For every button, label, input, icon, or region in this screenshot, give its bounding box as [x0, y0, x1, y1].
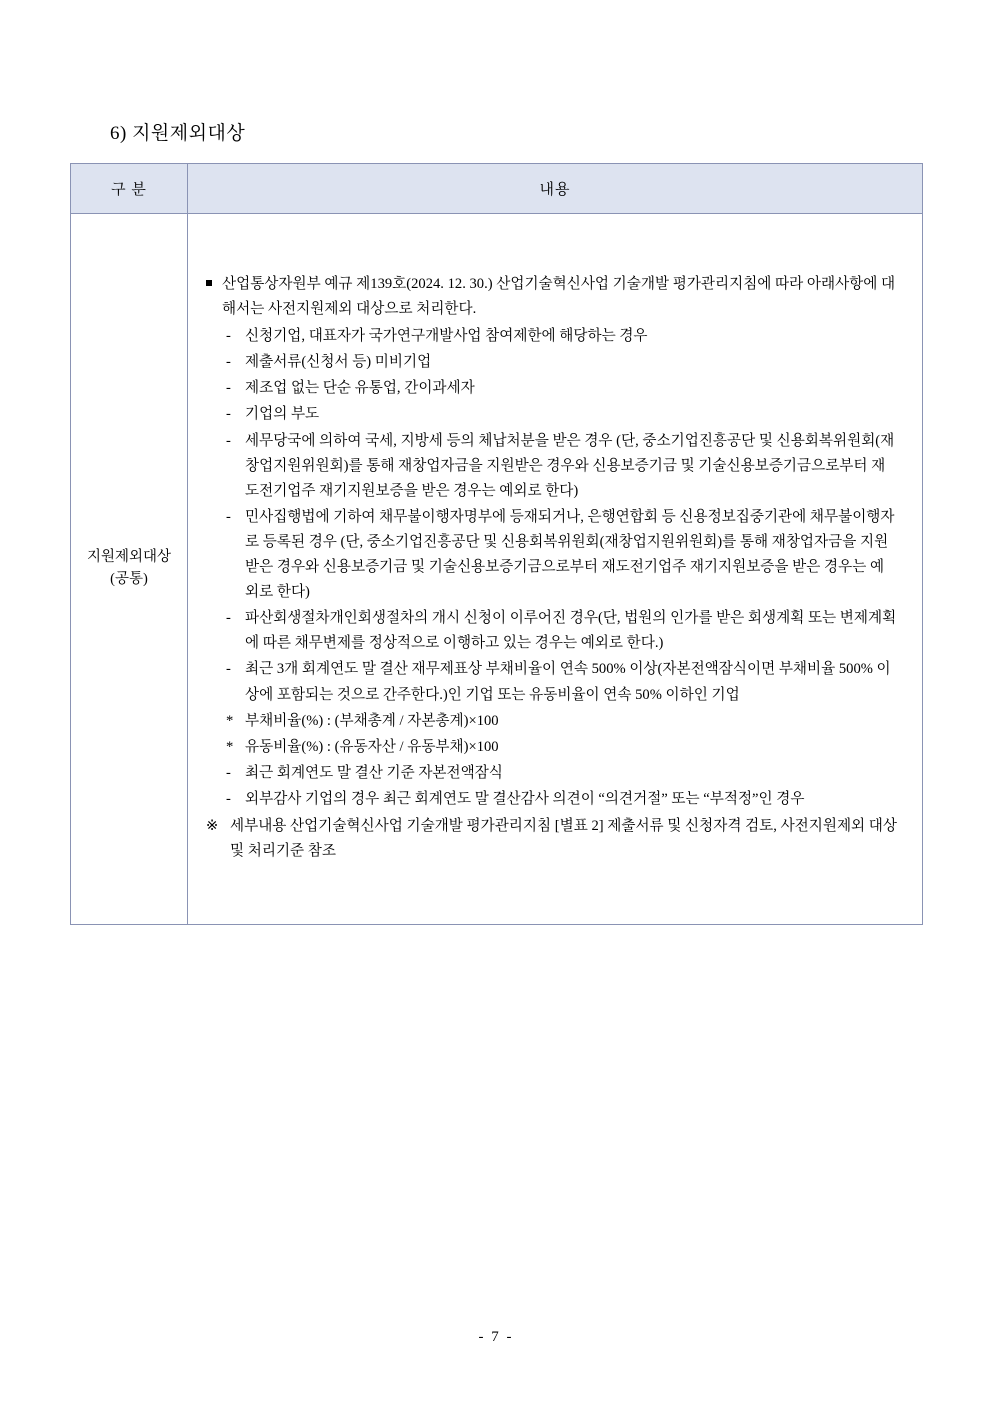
star-marker: * [226, 738, 234, 755]
list-item-text: 신청기업, 대표자가 국가연구개발사업 참여제한에 해당하는 경우 [245, 328, 648, 345]
intro-bullet [206, 272, 898, 322]
formula-line [206, 709, 898, 734]
square-bullet-icon [206, 280, 212, 286]
column-header-content: 내용 [188, 164, 923, 214]
reference-note [206, 814, 898, 864]
page-title: 6) 지원제외대상 [110, 123, 246, 144]
list-item [226, 324, 898, 349]
dash-marker: - [226, 661, 231, 678]
list-item [226, 376, 898, 401]
list-item-text: 최근 회계연도 말 결산 기준 자본전액잠식 [245, 764, 503, 781]
intro-bullet-text: 산업통상자원부 예규 제139호(2024. 12. 30.) 산업기술혁신사업 기술개발 평가관리지침에 따라 아래사항에 대해서는 사전지원제외 대상으로 처리한다. [222, 276, 896, 318]
formula-text: 유동비율(%) : (유동자산 / 유동부채)×100 [245, 738, 499, 755]
formula-line [206, 735, 898, 760]
list-item-text: 기업의 부도 [245, 406, 320, 423]
dash-marker: - [226, 508, 231, 525]
dash-marker: - [226, 380, 231, 397]
list-item [226, 402, 898, 427]
list-item [226, 350, 898, 375]
list-item [226, 429, 898, 504]
list-item [226, 761, 898, 786]
page-number: - 7 - [478, 1329, 514, 1345]
star-marker: * [226, 712, 234, 729]
formula-text: 부채비율(%) : (부채총계 / 자본총계)×100 [245, 712, 499, 729]
exclusion-list-bottom [206, 761, 898, 812]
column-header-category: 구 분 [71, 164, 188, 214]
dash-marker: - [226, 432, 231, 449]
exclusion-list-top [206, 324, 898, 707]
dash-marker: - [226, 790, 231, 807]
category-label-line2: (공통) [110, 571, 148, 588]
category-cell [71, 214, 188, 925]
dash-marker: - [226, 764, 231, 781]
reference-note-text: 세부내용 산업기술혁신사업 기술개발 평가관리지침 [별표 2] 제출서류 및 신청자격 검토, 사전지원제외 대상 및 처리기준 참조 [230, 817, 897, 860]
list-item-text: 제출서류(신청서 등) 미비기업 [245, 354, 432, 371]
dash-marker: - [226, 406, 231, 423]
note-marker-icon: ※ [206, 817, 219, 834]
dash-marker: - [226, 328, 231, 345]
list-item [226, 657, 898, 707]
table-row [71, 214, 923, 925]
list-item [226, 787, 898, 812]
list-item-text: 세무당국에 의하여 국세, 지방세 등의 체납처분을 받은 경우 (단, 중소기업진흥공단 및 신용회복위원회(재창업지원위원회)를 통해 재창업자금을 지원받은 경우와 신용보증기금 및 기술신용보증기금으로부터 재도전기업주 재기지원보증을 받은 경우는 예외로 한다) [245, 432, 895, 499]
content-cell [188, 214, 923, 925]
list-item [226, 606, 898, 656]
support-exclusion-table [70, 163, 923, 925]
list-item [226, 505, 898, 605]
list-item-text: 민사집행법에 기하여 채무불이행자명부에 등재되거나, 은행연합회 등 신용정보집중기관에 채무불이행자로 등록된 경우 (단, 중소기업진흥공단 및 신용회복위원회(재창업지원위원회)를 통해 재창업자금을 지원받은 경우와 신용보증기금 및 기술신용보증기금으로부터 재도전기업주 재기지원보증을 받은 경우는 예외로 한다) [245, 508, 895, 601]
table-header-row [71, 164, 923, 214]
list-item-text: 외부감사 기업의 경우 최근 회계연도 말 결산감사 의견이 “의견거절” 또는 “부적정”인 경우 [245, 790, 805, 807]
list-item-text: 최근 3개 회계연도 말 결산 재무제표상 부채비율이 연속 500% 이상(자본전액잠식이면 부채비율 500% 이상에 포함되는 것으로 간주한다.)인 기업 또는 유동비율이 연속 50% 이하인 기업 [245, 661, 891, 703]
dash-marker: - [226, 354, 231, 371]
list-item-text: 파산회생절차개인회생절차의 개시 신청이 이루어진 경우(단, 법원의 인가를 받은 회생계획 또는 변제계획에 따른 채무변제를 정상적으로 이행하고 있는 경우는 예외로 한다.) [245, 610, 897, 652]
category-label-line1: 지원제외대상 [86, 549, 172, 566]
list-item-text: 제조업 없는 단순 유통업, 간이과세자 [245, 380, 475, 397]
dash-marker: - [226, 610, 231, 627]
